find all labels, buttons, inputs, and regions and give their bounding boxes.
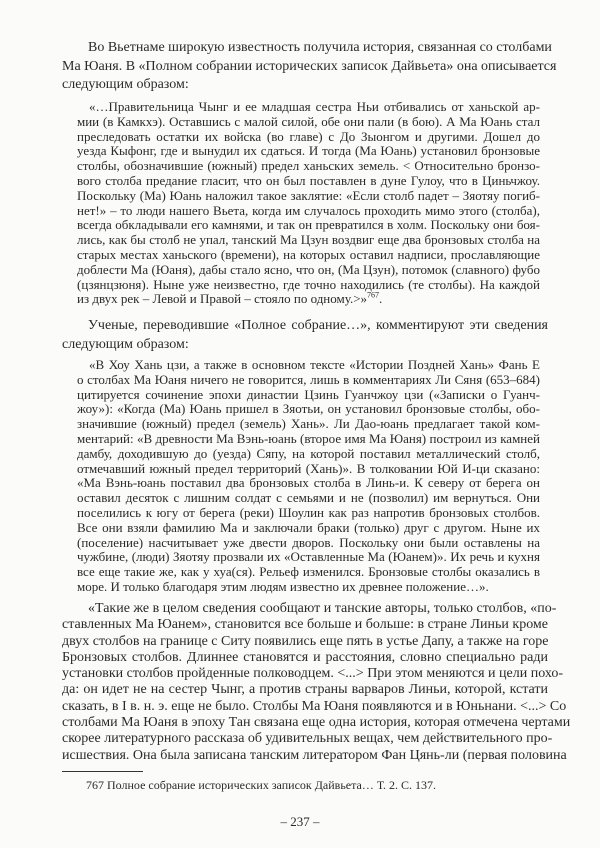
text-line [77,189,540,204]
text-line [77,432,540,447]
text-line [62,58,557,77]
line-text: из двух рек – Левой и Правой – стояло по одному.>» [77,291,368,307]
line-text: «В Хоу Хань цзи, а также в основном тексте «Истории Поздней Хань» Фань Е [89,357,540,372]
line-text: о столбах Ма Юаня ничего не говорится, лишь в комментариях Ли Сяня (653–684) [77,371,540,387]
text-line [77,248,540,263]
line-text: нет!» – то люди нашего Вьета, когда им случалось проходить мимо этого (столба), [77,202,540,218]
text-line [77,358,540,373]
text-line [77,233,540,248]
text-line [62,76,548,95]
text-line [77,100,540,115]
line-text: следующим образом: [62,77,189,92]
text-line [77,402,540,417]
line-text: уезда Кыфонг, где и вынудил их сдаться. И тогда (Ма Юань) установил бронзовые [77,143,540,159]
text-line [77,506,540,521]
line-text: ментарий: «В древности Ма Вэнь-юань (второе имя Ма Юаня) построил из камней [77,430,540,446]
text-line [77,521,540,536]
line-text: столбами Ма Юаня в эпоху Тан связана еще одна история, которая отмечена чертами [62,715,571,731]
text-line [62,715,571,731]
line-text: исшествия. Она была записана танским литератором Фан Цянь-ли (первая половина [62,747,567,763]
line-text: дамбу, доходившую до (уезда) Сяпу, на которой поставил металлический столб, [77,445,540,461]
line-text: всегда обкладывали его камнями, и так он превратился в холм. Поскольку они боя- [77,217,540,233]
line-text: старых местах ханьского (времени), на которых оставил надписи, прославляющие [77,246,540,262]
block-quote [77,358,540,595]
line-text: значившие (южный) предел (земель) Хань». Ли Дао-юань предлагает такой ком- [77,416,540,432]
text-line [62,601,557,617]
paragraph [62,316,548,354]
text-line [62,335,548,354]
line-text: жоу»): «Когда (Ма) Юань пришел в Зяотьи, он установил бронзовые столбы, обо- [77,401,540,417]
line-text: море. И только благодаря этим людям известно их древнее положение…». [77,578,489,594]
line-text: цитируется сочинение эпохи династии Цзинь Гуанчжоу цзи («Записки о Гуанч- [77,386,540,402]
text-line [77,447,540,462]
line-text: столбы, обозначившие (южный) предел ханьских земель. < Относительно бронзо- [77,158,540,174]
line-tail: . [379,291,383,307]
line-text: доблести Ма (Юаня), дабы стало ясно, что он, (Ма Цзун), потомок (славного) фубо [77,261,540,277]
footnote-reference[interactable]: 767 [367,291,380,301]
text-line [62,698,567,715]
line-text: следующим образом: [62,337,189,352]
paragraph [62,601,571,764]
text-line [77,292,540,307]
line-text: сказать, в I в. н. э. еще не было. Столбы Ма Юаня появляются и в Юньнани. <...> Со [62,698,567,714]
text-line [77,130,540,145]
text-line [77,144,540,159]
line-text: (поселение) насчитывает уже двести дворов. Поскольку они были оставлены на [77,534,540,550]
line-text: мии (в Камкхэ). Оставшись с малой силой, обе они пали (в бою). А Ма Юань стал [77,113,540,129]
line-text: Поскольку (Ма) Юань наложил такое заклятие: «Если столб падет – Зяотяу погиб- [77,187,540,203]
page-number: – 237 – [280,814,320,829]
line-text: все еще такие же, как у хуа(ся). Рельеф изменился. Бронзовые столбы оказались в [77,564,540,580]
text-line [77,536,540,551]
line-text: (цзянцзюня). Ныне уже неизвестно, где точно находились (те столбы). На каждой [77,276,540,292]
text-line [62,666,564,682]
text-line [62,650,548,666]
text-line [62,731,553,747]
text-line [77,115,540,130]
line-text: двух столбов на границе с Ситу появились еще пять в устье Дапу, а также на горе [62,633,549,649]
text-line [62,634,548,650]
line-text: скорее литературного рассказа об удивительных вещах, чем действительного про- [62,731,553,747]
footnote: 767 Полное собрание исторических записок Дайвьета… Т. 2. С. 137. [86,778,436,792]
text-line [62,747,567,764]
text-line [62,316,548,335]
line-text: Ученые, переводившие «Полное собрание…», комментируют эти сведения [88,318,548,333]
line-text: Бронзовых столбов. Длиннее становятся и расстояния, словно специально ради [62,649,548,665]
line-text: чужбине, (люди) Зяотяу прозвали их «Оставленные Ма (Юанем)». Их речь и кухня [77,549,540,565]
paragraph [62,39,557,95]
text-line [77,263,540,278]
text-line [77,417,540,432]
text-line [77,565,540,580]
line-text: ставленных Ма Юанем», становится все больше и больше: в стране Линьи кроме [62,617,548,633]
text-line [77,491,540,506]
text-line [77,476,540,491]
text-line [62,682,548,698]
line-text: Все они взяли фамилию Ма и заключали браки (только) друг с другом. Ныне их [77,519,540,535]
text-line [62,39,552,58]
text-line [77,550,540,565]
line-text: поселились к югу от берега (реки) Шоулин как раз напротив бронзовых столбов. [77,504,540,520]
text-line [77,462,540,477]
footnote-divider [62,771,143,772]
line-text: оставил десяток с лишним солдат с семьями и не (позволил) им вернуться. Они [77,490,540,506]
block-quote [77,100,540,307]
line-text: отмечавший южный предел территорий (Хань)». В толковании Юй И-ци сказано: [77,460,540,476]
line-text: «…Правительница Чынг и ее младшая сестра Ньи отбивались от ханьской ар- [89,99,540,114]
line-text: Во Вьетнаме широкую известность получила история, связанная со столбами [88,40,552,55]
line-text: «Такие же в целом сведения сообщают и танские авторы, только столбов, «по- [88,601,557,616]
text-line [77,174,540,189]
line-text: установки столбов пройденные полководцем. <...> При этом меняются и цели похо- [62,666,564,682]
line-text: Ма Юаня. В «Полном собрании исторических записок Дайвьета» она описывается [62,58,557,74]
text-line [62,617,548,633]
text-line [77,159,540,174]
line-text: преследовать остатки их войска (во главе) с До Зыонгом и другими. Дошел до [77,128,540,144]
text-line [77,580,540,595]
line-text: да: он идет не на сестер Чынг, а против страны варваров Линьи, которой, кстати [62,682,548,698]
line-text: лись, как бы столб не упал, танский Ма Цзун воздвиг еще два бронзовых столба на [77,232,540,248]
text-line [77,388,540,403]
line-text: вого столба предание гласит, что он был поставлен в дуне Гулоу, что в Циньчжоу. [77,172,540,188]
text-line [77,373,540,388]
text-line [77,218,540,233]
text-line [77,204,540,219]
line-text: «Ма Вэнь-юань поставил два бронзовых столба в Линь-и. К северу от берега он [77,475,540,491]
